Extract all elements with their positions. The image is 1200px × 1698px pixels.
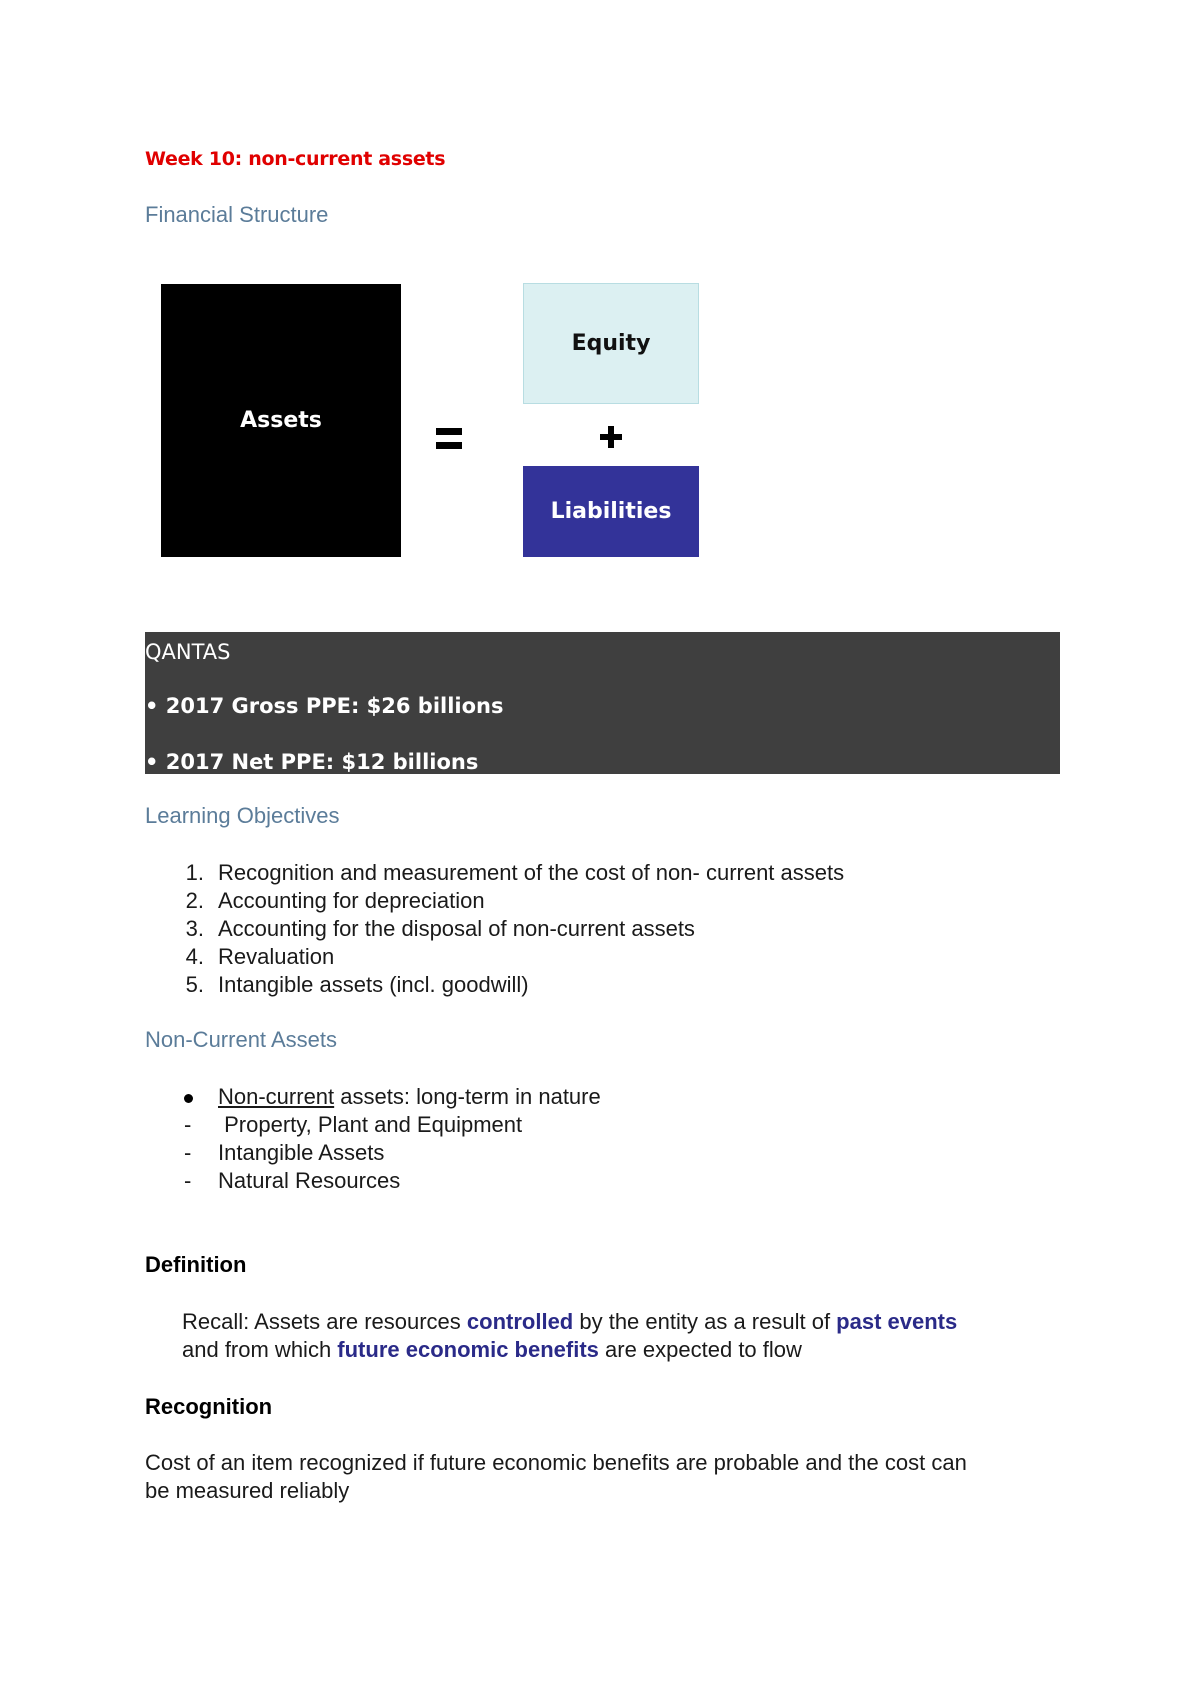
- recognition-line-1: Cost of an item recognized if future economic benefits are probable and the cost can: [145, 1450, 967, 1475]
- list-number: 4.: [185, 944, 204, 969]
- list-text: Intangible assets (incl. goodwill): [218, 972, 529, 997]
- definition-text: Recall: Assets are resources: [182, 1309, 467, 1334]
- qantas-banner: [145, 632, 1060, 774]
- equity-label: Equity: [571, 331, 651, 356]
- financial-structure-heading: Financial Structure: [145, 202, 329, 227]
- bullet-rest-text: assets: long-term in nature: [334, 1084, 601, 1109]
- list-text: Intangible Assets: [218, 1140, 385, 1165]
- assets-box: [161, 284, 401, 557]
- learning-objectives-heading: Learning Objectives: [145, 803, 340, 828]
- qantas-name: QANTAS: [145, 640, 231, 664]
- definition-highlight: future economic benefits: [337, 1337, 599, 1362]
- dash-icon: -: [184, 1140, 192, 1165]
- plus-icon: [600, 426, 622, 448]
- dash-icon: -: [184, 1112, 192, 1137]
- definition-line-2: [182, 1337, 802, 1363]
- liabilities-box: [523, 466, 699, 557]
- list-number: 2.: [185, 888, 204, 913]
- list-text: Natural Resources: [218, 1168, 401, 1193]
- list-number: 1.: [185, 860, 204, 885]
- liabilities-label: Liabilities: [550, 499, 672, 524]
- page-title: Week 10: non-current assets: [145, 148, 446, 170]
- dash-icon: -: [184, 1168, 192, 1193]
- list-text: Revaluation: [218, 944, 335, 969]
- list-text: Accounting for depreciation: [218, 888, 485, 913]
- definition-heading: Definition: [145, 1252, 247, 1277]
- list-number: 5.: [185, 972, 204, 997]
- equals-icon: [436, 428, 462, 449]
- qantas-gross-ppe: • 2017 Gross PPE: $26 billions: [145, 694, 504, 718]
- definition-text: are expected to flow: [598, 1337, 802, 1362]
- definition-line-1: [182, 1309, 957, 1335]
- non-current-assets-heading: Non-Current Assets: [145, 1027, 337, 1052]
- qantas-net-ppe: • 2017 Net PPE: $12 billions: [145, 750, 479, 774]
- recognition-line-2: be measured reliably: [145, 1478, 350, 1503]
- recognition-heading: Recognition: [145, 1394, 273, 1419]
- bullet-icon: [184, 1094, 193, 1103]
- definition-text: and from which: [182, 1337, 338, 1362]
- list-text: Property, Plant and Equipment: [218, 1112, 523, 1137]
- definition-highlight: past events: [836, 1309, 958, 1334]
- list-text: Recognition and measurement of the cost of non- current assets: [218, 860, 845, 885]
- non-current-term: Non-current: [218, 1084, 335, 1109]
- assets-label: Assets: [240, 408, 322, 433]
- definition-text: by the entity as a result of: [573, 1309, 837, 1334]
- definition-highlight: controlled: [466, 1309, 574, 1334]
- list-text: Accounting for the disposal of non-current assets: [218, 916, 695, 941]
- list-number: 3.: [185, 916, 204, 941]
- equity-box: [523, 283, 699, 404]
